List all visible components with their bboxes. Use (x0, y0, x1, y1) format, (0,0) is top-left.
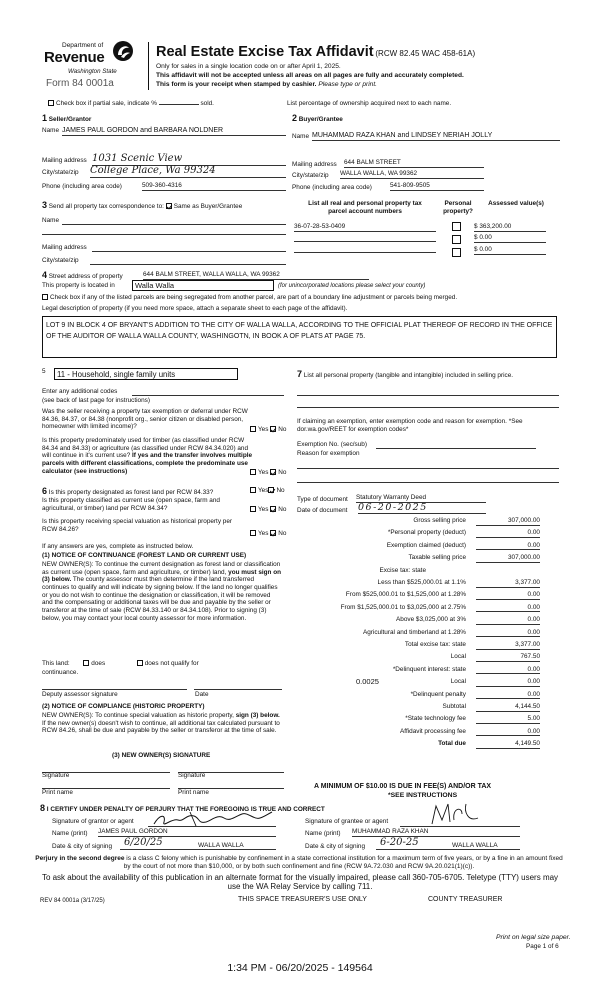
grantor-signature-label: Signature of grantor or agent (52, 818, 134, 825)
buyer-mail-field[interactable]: 644 BALM STREET (344, 159, 484, 168)
new-owner-signature-title: (3) NEW OWNER(S) SIGNATURE (112, 752, 211, 759)
tax-row-value[interactable]: 0.00 (476, 666, 540, 675)
property-located-label: This property is located in (42, 282, 115, 289)
parcels-section (292, 200, 560, 264)
minimum-due-note: A MINIMUM OF $10.00 IS DUE IN FEE(S) AND/OR TAX (314, 783, 492, 790)
historic-yes-no (250, 530, 286, 538)
tax-row-label: Total excise tax: state (404, 641, 466, 648)
section7-num: 7 (297, 369, 303, 379)
buyer-phone-field[interactable]: 541-809-9505 (390, 182, 484, 191)
tax-row-label: *State technology fee (405, 715, 466, 723)
compliance-text-c: If the new owner(s) doesn't wish to continue, all additional tax calculated pursuant to RCW 84.26, shall be due and payable by the seller or transferor at the time of sale. (42, 719, 280, 735)
tax-row-value[interactable]: 3,377.00 (476, 579, 540, 588)
property-address-field[interactable]: 644 BALM STREET, WALLA WALLA, WA 99362 (143, 271, 369, 280)
see-back-note: (see back of last page for instructions) (42, 397, 150, 404)
correspondence-num: 3 (42, 200, 48, 210)
partial-sale-row (48, 100, 214, 108)
current-use-no-checkbox[interactable] (270, 506, 276, 512)
seller-city-label: City/state/zip (42, 169, 79, 176)
forest-yes-label: Yes (258, 487, 269, 494)
compliance-text (42, 712, 282, 735)
grantee-name-field[interactable]: MUHAMMAD RAZA KHAN (352, 828, 520, 837)
corr-name-label: Name (42, 217, 60, 224)
exemption-reason-label: Reason for exemption (297, 450, 360, 457)
seller-phone-label: Phone (including area code) (42, 183, 122, 190)
correspondence-label: Send all property tax correspondence to: (48, 203, 164, 210)
personal-property-line-2 (297, 407, 559, 408)
header-line-2: This affidavit will not be accepted unless all areas on all pages are fully and accurately completed. (156, 72, 464, 79)
doc-type-field[interactable]: Statutory Warranty Deed (356, 494, 486, 503)
exemption-reason-line-2 (297, 482, 559, 483)
property-located-note: (for unincorporated locations please select your county) (278, 283, 426, 289)
continuance-text-b: you must sign on (3) below. (42, 568, 282, 584)
county-treasurer: COUNTY TREASURER (428, 896, 503, 903)
timber-question-b: If yes and the transfer involves multiple parcels with different classifications, complete the predominate use calculator (see instructions) (42, 452, 253, 475)
logo-agency-text: Revenue (44, 49, 105, 66)
exemption-no-label: No (278, 426, 287, 433)
forest-question (42, 486, 254, 497)
continuance-label: continuance. (42, 669, 79, 676)
tax-row-value[interactable]: 0.00 (476, 678, 540, 687)
personal-property-checkbox-2[interactable] (452, 235, 461, 244)
parcel-number-1[interactable]: 36-07-28-53-0409 (294, 223, 436, 232)
compliance-title: (2) NOTICE OF COMPLIANCE (HISTORIC PROPERTY) (42, 703, 205, 710)
new-owner-signature-label-1: Signature (42, 772, 70, 779)
personal-property-checkbox-1[interactable] (452, 222, 461, 231)
local-rate: 0.0025 (356, 677, 379, 686)
timber-question-a: Is this property predominately used for timber (as classified under RCW 84.34 and 84.33) or agriculture (as classified under RCW 84.34.020) and will continue in it's current use? (42, 437, 249, 460)
land-does-label: does (91, 660, 106, 667)
current-use-yes-label: Yes (258, 506, 269, 513)
exemption-claim-text: If claiming an exemption, enter exemption code and reason for exemption. *See dor.wa.gov/REET for exemption codes* (297, 418, 523, 433)
segregated-row (42, 294, 457, 302)
header-line-3 (156, 81, 377, 89)
list-percentage-note: List percentage of ownership acquired next to each name. (287, 100, 452, 107)
timber-question (42, 437, 254, 475)
tax-row-value[interactable]: 0.00 (476, 529, 540, 538)
grantor-name-field[interactable]: JAMES PAUL GORDON (98, 828, 276, 837)
personal-col-header: Personal property? (443, 200, 473, 215)
additional-codes-label: Enter any additional codes (42, 388, 118, 395)
section7-text (297, 369, 559, 380)
land-does-not-checkbox[interactable] (137, 660, 143, 666)
historic-question: Is this property receiving special valuation as historical property per RCW 84.26? (42, 518, 233, 533)
this-land-label: This land: (42, 660, 70, 667)
tax-row-label: Excise tax: state (379, 566, 426, 574)
property-address-label: Street address of property (48, 273, 123, 280)
buyer-name-field[interactable]: MUHAMMAD RAZA KHAN and LINDSEY NERIAH JOLLY (312, 132, 560, 141)
parcel-number-2[interactable] (294, 234, 436, 242)
header-line-1: Only for sales in a single location code on or after April 1, 2025. (156, 63, 341, 70)
correspondence-heading (42, 200, 242, 211)
form-rcw: (RCW 82.45 WAC 458-61A) (375, 49, 476, 58)
new-owner-print-label-2: Print name (178, 789, 209, 796)
same-as-buyer-checkbox[interactable] (166, 203, 172, 209)
legal-desc-label: Legal description of property (if you need more space, attach a separate sheet to each page of the affidavit). (42, 305, 348, 312)
tax-row-label: Gross selling price (413, 517, 466, 524)
section5-num: 5 (42, 368, 46, 375)
continuance-title: (1) NOTICE OF CONTINUANCE (FOREST LAND OR CURRENT USE) (42, 552, 247, 559)
section6-num: 6 (42, 486, 48, 496)
additional-codes-field[interactable] (132, 388, 284, 396)
buyer-section (292, 113, 560, 193)
legal-desc-field[interactable]: LOT 9 IN BLOCK 4 OF BRYANT'S ADDITION TO THE CITY OF WALLA WALLA, ACCORDING TO THE OFFICIAL PLAT THEREOF OF RECORD IN THE OFFICE OF THE AUDITOR OF WALLA WALLA COUNTY, WASHINGOTN, IN BOOK A OF PLATS AT PAGE 75. (42, 316, 557, 358)
tax-row-value[interactable]: 0.00 (476, 728, 540, 737)
exemption-deferral-question: Was the seller receiving a property tax exemption or deferral under RCW 84.36, 84.37, or 84.38 (nonprofit org., senior citizen or disabled person, homeowner with limited income)? (42, 408, 248, 431)
exemption-yes-label: Yes (258, 426, 269, 433)
seller-title: Seller/Grantor (48, 116, 92, 123)
grantee-signature-image (428, 800, 484, 828)
logo-state-text: Washington State (68, 68, 117, 75)
tax-row-label: Subtotal (442, 703, 466, 710)
tax-row-label: *Delinquent penalty (410, 690, 466, 698)
timber-no-label: No (278, 469, 287, 476)
buyer-name-label: Name (292, 133, 310, 140)
yes-instructions-note: If any answers are yes, complete as instructed below. (42, 543, 194, 550)
section7-label: List all personal property (tangible and intangible) included in selling price. (303, 372, 514, 379)
historic-no-checkbox[interactable] (270, 530, 276, 536)
corr-extra-line (42, 234, 286, 235)
forest-question-label: Is this property designated as forest land per RCW 84.33? (48, 489, 214, 496)
tax-row-label: From $525,000.01 to $1,525,000 at 1.28% (345, 591, 466, 599)
tax-row-value[interactable]: 307,000.00 (476, 517, 540, 526)
doc-date-label: Date of document (297, 507, 348, 514)
personal-property-line-1 (297, 395, 559, 396)
treasurer-use-only: THIS SPACE TREASURER'S USE ONLY (238, 896, 367, 903)
header-line-3a: This form is your receipt when stamped by cashier. (156, 81, 319, 88)
rev-number: REV 84 0001a (3/17/25) (40, 898, 105, 904)
doc-type-label: Type of document (297, 496, 348, 503)
partial-sale-label: Check box if partial sale, indicate % (56, 100, 157, 107)
tax-row-value[interactable]: 0.00 (476, 629, 540, 638)
assessed-value-1[interactable]: $ 363,200.00 (474, 223, 546, 232)
certify-text: I CERTIFY UNDER PENALTY OF PERJURY THAT THE FOREGOING IS TRUE AND CORRECT (46, 806, 325, 813)
historic-no-label: No (278, 530, 287, 537)
buyer-heading (292, 113, 343, 124)
seller-section (40, 113, 286, 193)
partial-sale-sold: sold. (200, 100, 214, 107)
use-code-select[interactable]: 11 - Household, single family units (54, 368, 238, 380)
assessed-col-header: Assessed value(s) (488, 200, 544, 207)
tax-row-value[interactable]: 307,000.00 (476, 554, 540, 563)
seller-phone-field[interactable]: 509-360-4316 (142, 182, 286, 191)
tax-row-label: Local (450, 678, 466, 686)
tax-row-label: Total due (438, 740, 466, 748)
deputy-signature-line[interactable] (42, 689, 187, 690)
buyer-title: Buyer/Grantee (298, 116, 343, 123)
grantee-city: WALLA WALLA (452, 842, 498, 849)
forest-no-label: No (276, 487, 285, 494)
page-number: Page 1 of 6 (526, 943, 559, 950)
legal-paper-note: Print on legal size paper. (496, 934, 571, 941)
exemption-no-checkbox[interactable] (270, 426, 276, 432)
buyer-city-field[interactable]: WALLA WALLA, WA 99362 (340, 170, 484, 179)
seller-name-label: Name (42, 127, 60, 134)
tax-row-label: Local (450, 653, 466, 661)
seller-mail-field[interactable]: 1031 Scenic View (92, 153, 286, 166)
current-use-yes-checkbox[interactable] (250, 506, 256, 512)
form-number: Form 84 0001a (46, 78, 114, 89)
perjury-notice (34, 855, 564, 871)
perjury-bold: Perjury in the second degree (35, 855, 125, 862)
land-does-checkbox[interactable] (83, 660, 89, 666)
grantee-date: 6-20-25 (380, 837, 419, 848)
tax-row-label: Agricultural and timberland at 1.28% (362, 628, 466, 636)
section8-num: 8 (40, 803, 46, 813)
corr-city-label: City/state/zip (42, 257, 79, 264)
corr-mail-label: Mailing address (42, 244, 87, 251)
alt-format-notice: To ask about the availability of this publication in an alternate format for the visually impaired, please call 360-705-6705. Teletype (TTY) users may use the WA Relay Service by calling 711. (41, 873, 559, 892)
assessed-value-2[interactable]: $ 0.00 (474, 234, 546, 243)
exemption-yes-no (250, 426, 286, 434)
tax-row-label: From $1,525,000.01 to $3,025,000 at 2.75% (340, 603, 466, 611)
new-owner-print-label-1: Print name (42, 789, 73, 796)
this-land-row (42, 660, 282, 668)
forest-yes-no (250, 487, 285, 495)
dor-logo (44, 38, 144, 90)
exemption-reason-line-1 (297, 468, 559, 469)
header-divider (148, 42, 149, 90)
tax-row-value[interactable]: 5.00 (476, 715, 540, 724)
form-title: Real Estate Excise Tax Affidavit (156, 44, 374, 60)
seller-num: 1 (42, 113, 48, 123)
new-owner-signature-label-2: Signature (178, 772, 206, 779)
tax-row-value[interactable]: 0.00 (476, 691, 540, 700)
tax-row-value[interactable]: 4,144.50 (476, 703, 540, 712)
doc-date-field[interactable]: 06-20-2025 (358, 502, 486, 514)
grantor-date-label: Date & city of signing (52, 843, 113, 850)
property-num: 4 (42, 270, 48, 280)
deputy-date-line[interactable] (194, 689, 282, 690)
timber-yes-checkbox[interactable] (250, 469, 256, 475)
seller-name-field[interactable]: JAMES PAUL GORDON and BARBARA NOLDNER (62, 127, 286, 136)
historic-yes-label: Yes (258, 530, 269, 537)
historic-yes-checkbox[interactable] (250, 530, 256, 536)
grantor-date: 6/20/25 (124, 837, 163, 848)
partial-sale-checkbox[interactable] (48, 100, 54, 106)
assessed-value-3[interactable]: $ 0.00 (474, 246, 546, 255)
property-address-row (42, 270, 123, 281)
current-use-yes-no (250, 506, 286, 514)
buyer-city-label: City/state/zip (292, 172, 329, 179)
tax-row-value[interactable]: 3,377.00 (476, 641, 540, 650)
tax-row-label: Less than $525,000.01 at 1.1% (377, 579, 466, 586)
buyer-num: 2 (292, 113, 298, 123)
form-title-row (156, 44, 576, 61)
tax-row-label: Above $3,025,000 at 3% (396, 616, 466, 624)
tax-row-label: Exemption claimed (deduct) (386, 541, 466, 549)
deputy-signature-label: Deputy assessor signature (42, 691, 118, 698)
land-does-not-label: does not qualify for (144, 660, 199, 667)
exemption-number-field[interactable] (376, 441, 536, 449)
correspondence-section (40, 200, 286, 266)
parcel-number-3[interactable] (294, 245, 436, 253)
compliance-text-a: NEW OWNER(S): To continue special valuation as historic property, (42, 712, 236, 719)
forest-no-checkbox[interactable] (268, 487, 274, 493)
tax-row-value[interactable]: 0.00 (476, 604, 540, 613)
deputy-date-label: Date (195, 691, 209, 698)
grantee-date-label: Date & city of signing (305, 843, 366, 850)
current-use-no-label: No (278, 506, 287, 513)
logo-dept-text: Department of (62, 42, 104, 49)
tax-row-value[interactable]: 767.50 (476, 653, 540, 662)
seller-mail-label: Mailing address (42, 157, 87, 164)
grantor-name-label: Name (print) (52, 830, 88, 837)
seller-city-field[interactable]: College Place, Wa 99324 (90, 165, 286, 178)
tax-row-value[interactable]: 4,149.50 (476, 740, 540, 749)
segregated-checkbox[interactable] (42, 294, 48, 300)
grantee-signature-label: Signature of grantee or agent (305, 818, 389, 825)
same-as-buyer-label: Same as Buyer/Grantee (173, 203, 243, 210)
recording-stamp: 1:34 PM - 06/20/2025 - 149564 (227, 962, 373, 974)
timber-yes-no (250, 469, 286, 477)
see-instructions-note: *SEE INSTRUCTIONS (388, 792, 458, 799)
compliance-text-b: sign (3) below. (235, 712, 280, 719)
timber-no-checkbox[interactable] (270, 469, 276, 475)
parcel-col-header: List all real and personal property tax parcel account numbers (308, 200, 422, 215)
buyer-mail-label: Mailing address (292, 161, 337, 168)
tax-table (296, 517, 560, 782)
current-use-question: Is this property classified as current use (open space, farm and agricultural, or timber) land per RCW 84.34? (42, 497, 220, 512)
tax-row-label: *Personal property (deduct) (387, 529, 466, 537)
grantee-name-label: Name (print) (305, 830, 341, 837)
timber-yes-label: Yes (258, 469, 269, 476)
seller-heading (42, 113, 91, 124)
exemption-yes-checkbox[interactable] (250, 426, 256, 432)
tax-row-label: Taxable selling price (408, 554, 466, 562)
partial-sale-percent[interactable] (159, 104, 199, 105)
continuance-text-c: The county assessor must then determine if the land transferred continues to qualify and will indicate by signing below. If the land no longer qualifies or you do not wish to continue the designation or classification, it will be removed and the compensating or additional taxes will be due and payable by the seller or transferor at the time of sale (RCW 84.33.140 or 84.34.108). Prior to signing (3) below, you may contact your local county assessor for more information. (42, 576, 278, 622)
corr-mail-field[interactable] (92, 244, 286, 252)
corr-name-field[interactable] (62, 217, 286, 225)
perjury-text: is a class C felony which is punishable by confinement in a state correctional institution for a maximum term of five years, or by a fine in an amount fixed by the court of not more than $10,000, or by both such confinement and fine (RCW 9A.72.030 and RCW 9A.20.021(1)(c)). (123, 855, 563, 870)
grantor-signature-image (150, 808, 278, 830)
forest-yes-checkbox[interactable] (250, 487, 256, 493)
buyer-phone-label: Phone (including area code) (292, 184, 372, 191)
tax-row-label: *Delinquent interest: state (392, 665, 466, 673)
continuance-text (42, 561, 282, 623)
header-line-3b: Please type or print. (318, 81, 377, 88)
property-located-select[interactable]: Walla Walla (132, 280, 274, 291)
grantor-city: WALLA WALLA (198, 842, 244, 849)
tax-row-value[interactable]: 0.00 (476, 616, 540, 625)
continuance-text-a: NEW OWNER(S): To continue the current designation as forest land or classification as current use (open space, farm and agriculture, or timber) land, (42, 561, 281, 576)
corr-city-field[interactable] (90, 257, 286, 265)
segregated-label: Check box if any of the listed parcels are being segregated from another parcel, are part of a boundary line adjustment or parcels being merged. (50, 294, 458, 301)
tax-row-value[interactable]: 0.00 (476, 591, 540, 600)
personal-property-checkbox-3[interactable] (452, 248, 461, 257)
exemption-number-label: Exemption No. (sec/sub) (297, 441, 367, 448)
tax-row-label: Affidavit processing fee (400, 727, 466, 735)
revenue-swirl-icon (112, 40, 134, 62)
tax-row-value[interactable]: 0.00 (476, 542, 540, 551)
